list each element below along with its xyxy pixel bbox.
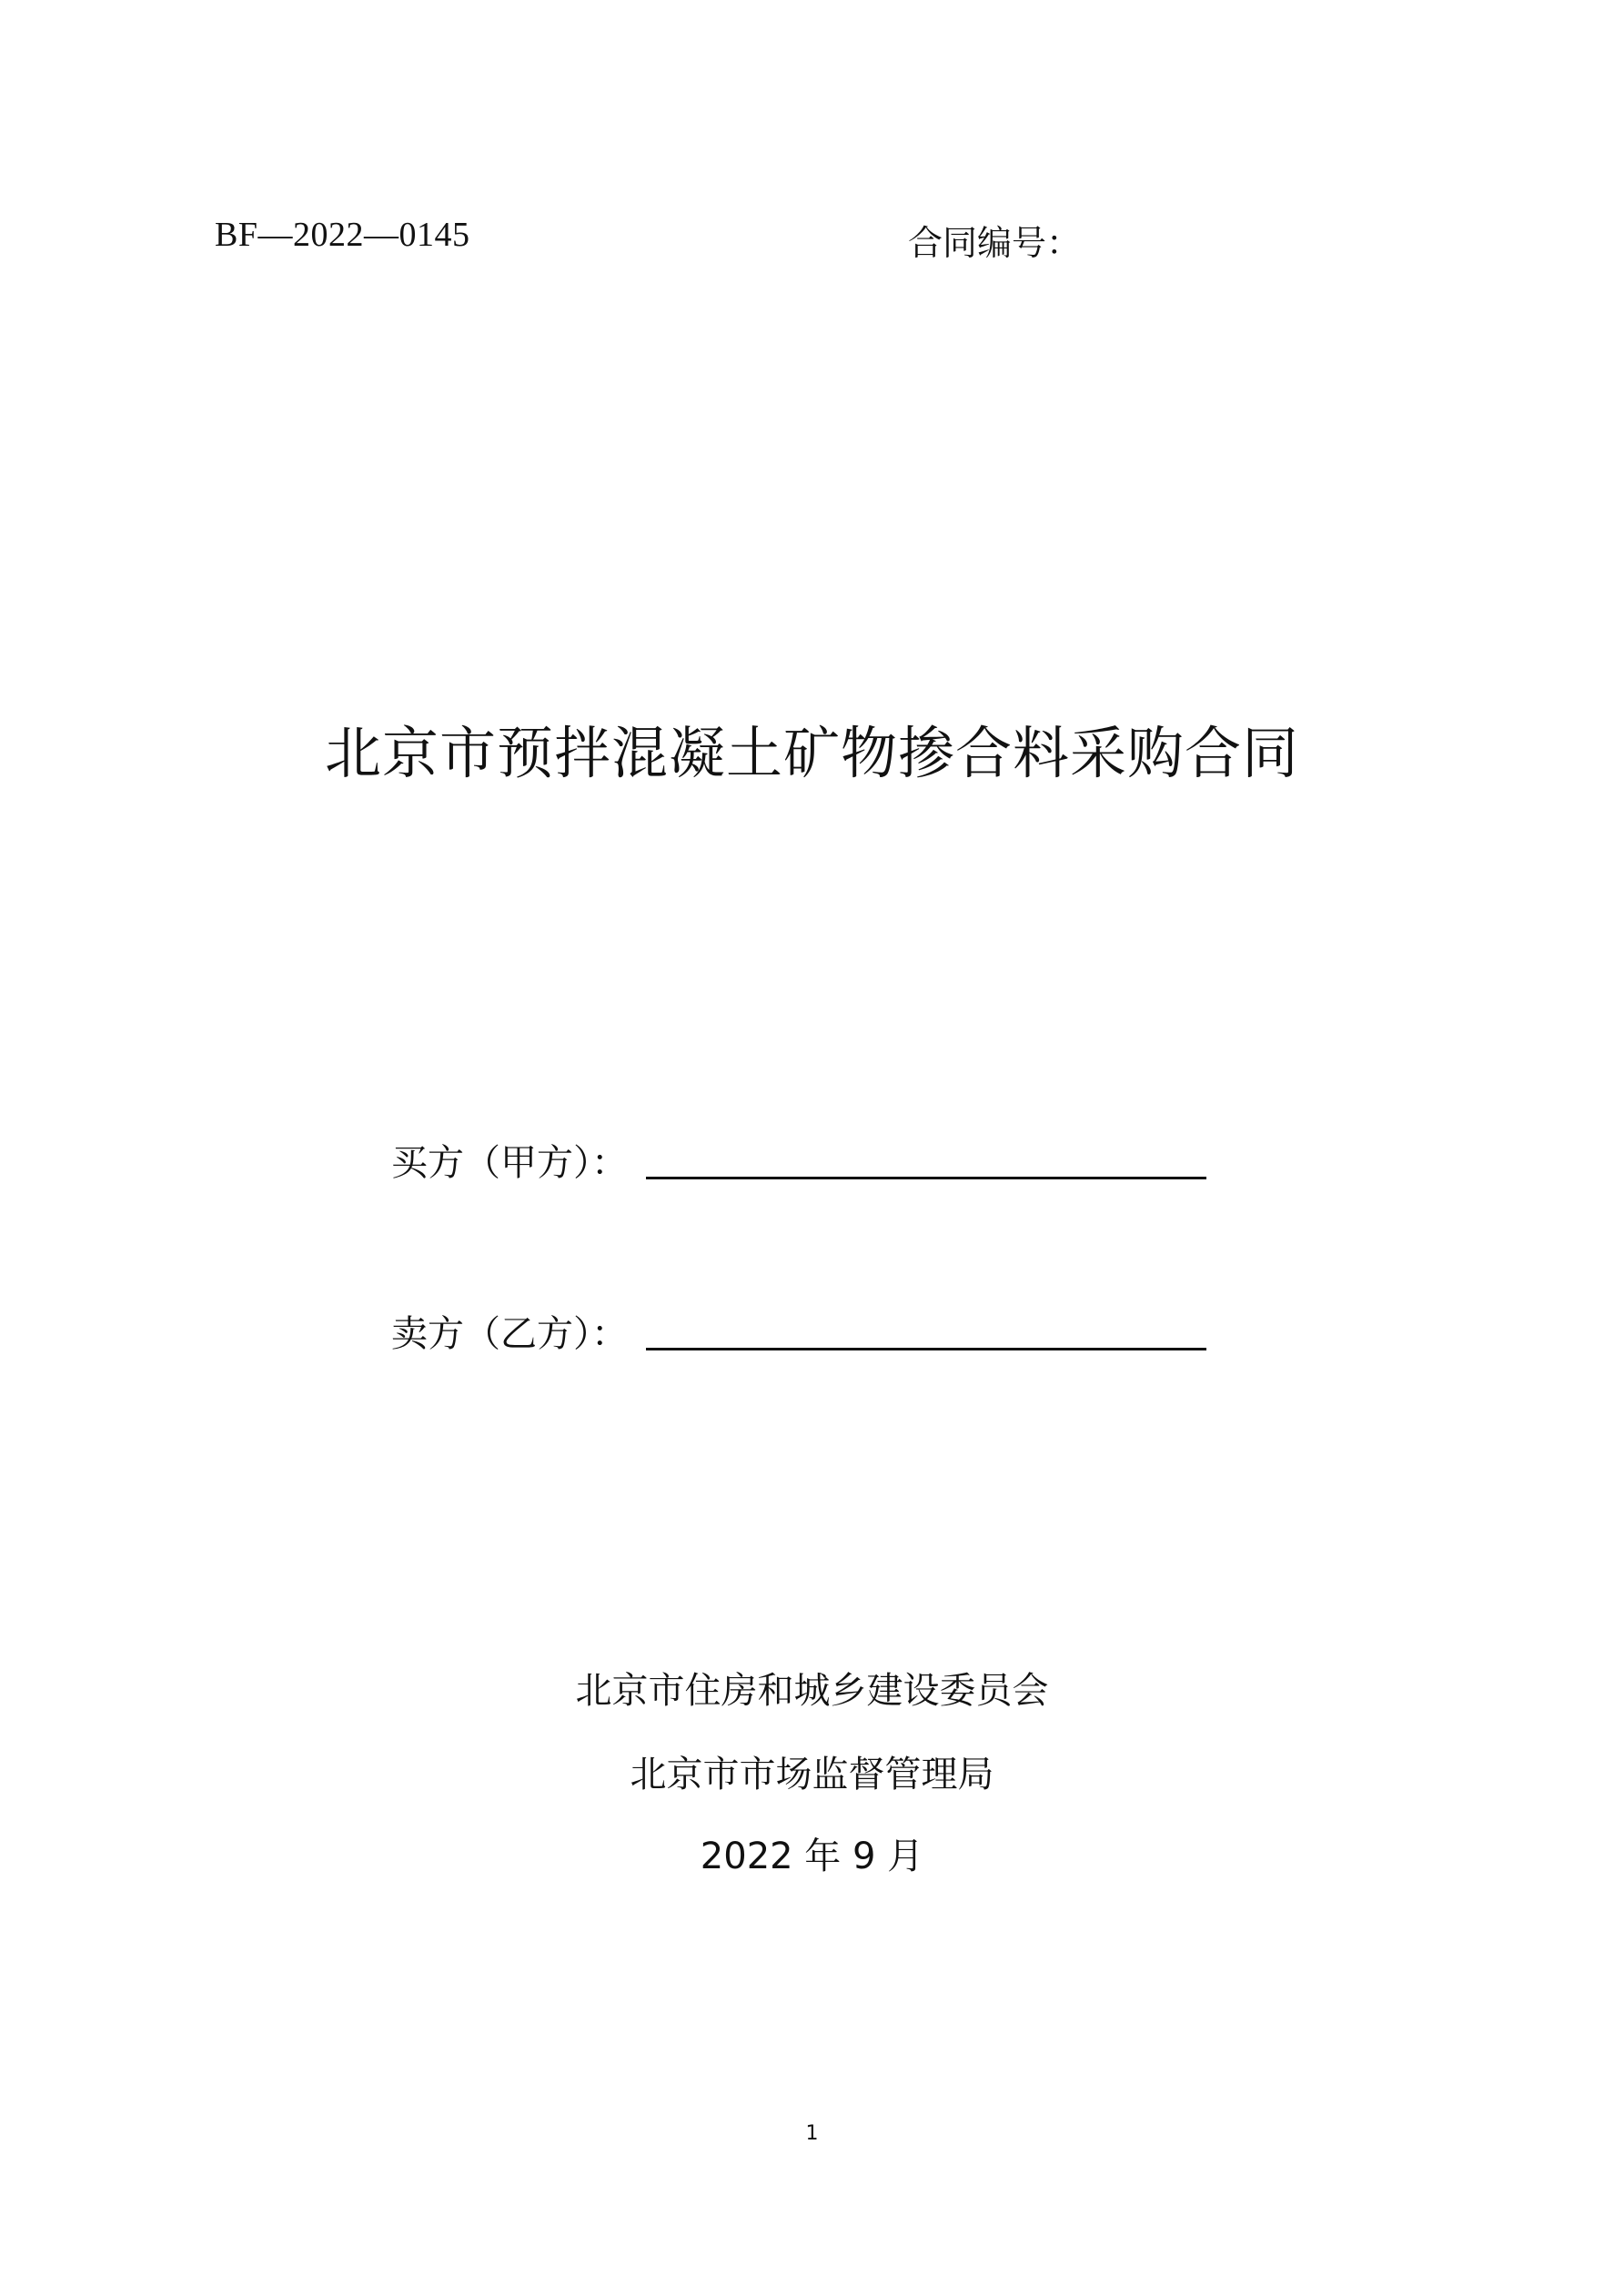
buyer-label: 买方（甲方）： [391,1142,628,1184]
seller-row [391,1313,1206,1355]
seller-blank-line [646,1348,1206,1350]
contract-number-label: 合同编号： [908,223,1082,263]
seller-label: 卖方（乙方）： [391,1313,628,1355]
issuer-housing-commission: 北京市住房和城乡建设委员会 [575,1670,1049,1712]
issuer-market-regulation-bureau: 北京市市场监督管理局 [630,1754,994,1795]
document-code: BF—2022—0145 [215,216,470,254]
issue-date: 2022 年 9 月 [700,1836,924,1877]
document-title: 北京市预拌混凝土矿物掺合料采购合同 [324,720,1299,786]
buyer-row [391,1142,1206,1184]
page-number: 1 [805,2122,819,2145]
buyer-blank-line [646,1177,1206,1179]
